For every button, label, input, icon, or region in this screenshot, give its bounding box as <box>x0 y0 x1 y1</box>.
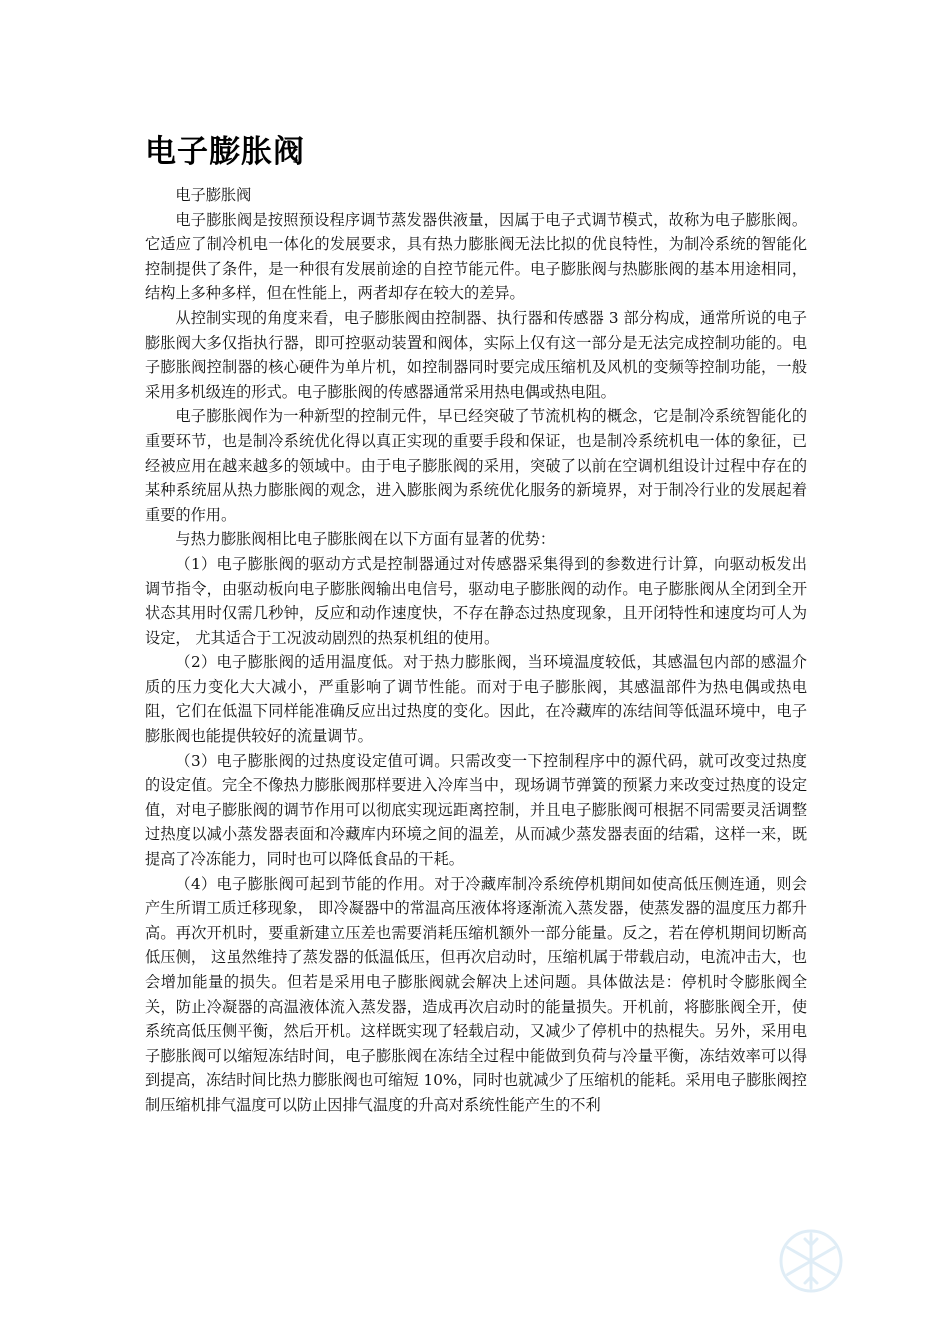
snowflake-watermark-icon <box>776 1226 846 1296</box>
document-title: 电子膨胀阀 <box>145 134 305 170</box>
document-body <box>145 183 807 1118</box>
paragraph-advantages-intro: 与热力膨胀阀相比电子膨胀阀在以下方面有显著的优势： <box>175 530 556 549</box>
paragraph-control: 从控制实现的角度来看，电子膨胀阀由控制器、执行器和传感器 3 部分构成，通常所说的电子膨胀阀大多仅指执行器，即可控驱动装置和阀体，实际上仅有这一部分是无法完成控制功能的。电子膨胀阀控制器的核心硬件为单片机，如控制器同时要完成压缩机及风机的变频等控制功能，一般采用多机级连的形式。电子膨胀阀的传感器通常采用热电偶或热电阻。 <box>145 308 807 401</box>
paragraph-advantage-4: （4）电子膨胀阀可起到节能的作用。对于冷藏库制冷系统停机期间如使高低压侧连通，则会产生所谓工质迁移现象， 即冷凝器中的常温高压液体将逐渐流入蒸发器，使蒸发器的温度压力都升高。再次开机时，要重新建立压差也需要消耗压缩机额外一部分能量。反之，若在停机期间切断高低压侧， 这虽然维持了蒸发器的低温低压，但再次启动时，压缩机属于带载启动，电流冲击大，也会增加能量的损失。但若是采用电子膨胀阀就会解决上述问题。具体做法是：停机时令膨胀阀全关，防止冷凝器的高温液体流入蒸发器，造成再次启动时的能量损失。开机前，将膨胀阀全开，使系统高低压侧平衡，然后开机。这样既实现了轻载启动，又减少了停机中的热棍失。另外，采用电子膨胀阀可以缩短冻结时间，电子膨胀阀在冻结全过程中能做到负荷与冷量平衡，冻结效率可以得到提高，冻结时间比热力膨胀阀也可缩短 10%，同时也就减少了压缩机的能耗。采用电子膨胀阀控制压缩机排气温度可以防止因排气温度的升高对系统性能产生的不利 <box>145 874 807 1114</box>
paragraph-advantage-1: （1）电子膨胀阀的驱动方式是控制器通过对传感器采集得到的参数进行计算，向驱动板发出调节指令，由驱动板向电子膨胀阀输出电信号，驱动电子膨胀阀的动作。电子膨胀阀从全闭到全开状态其用时仅需几秒钟，反应和动作速度快，不存在静态过热度现象，且开闭特性和速度均可人为设定， 尤其适合于工况波动剧烈的热泵机组的使用。 <box>145 554 807 647</box>
paragraph-role: 电子膨胀阀作为一种新型的控制元件，早已经突破了节流机构的概念，它是制冷系统智能化的重要环节，也是制冷系统优化得以真正实现的重要手段和保证，也是制冷系统机电一体的象征，已经被应用在越来越多的领域中。由于电子膨胀阀的采用，突破了以前在空调机组设计过程中存在的某种系统屈从热力膨胀阀的观念，进入膨胀阀为系统优化服务的新境界，对于制冷行业的发展起着重要的作用。 <box>145 407 807 524</box>
paragraph-subtitle: 电子膨胀阀 <box>175 186 252 204</box>
paragraph-intro: 电子膨胀阀是按照预设程序调节蒸发器供液量，因属于电子式调节模式，故称为电子膨胀阀。它适应了制冷机电一体化的发展要求，具有热力膨胀阀无法比拟的优良特性，为制冷系统的智能化控制提供了条件，是一种很有发展前途的自控节能元件。电子膨胀阀与热膨胀阀的基本用途相同，结构上多种多样，但在性能上，两者却存在较大的差异。 <box>145 210 807 303</box>
paragraph-advantage-3: （3）电子膨胀阀的过热度设定值可调。只需改变一下控制程序中的源代码，就可改变过热度的设定值。完全不像热力膨胀阀那样要进入冷库当中，现场调节弹簧的预紧力来改变过热度的设定值，对电子膨胀阀的调节作用可以彻底实现远距离控制，并且电子膨胀阀可根据不同需要灵活调整过热度以减小蒸发器表面和冷藏库内环境之间的温差，从而减少蒸发器表面的结霜，这样一来，既提高了冷冻能力，同时也可以降低食品的干耗。 <box>145 751 807 869</box>
paragraph-advantage-2: （2）电子膨胀阀的适用温度低。对于热力膨胀阀，当环境温度较低，其感温包内部的感温介质的压力变化大大减小，严重影响了调节性能。而对于电子膨胀阀，其感温部件为热电偶或热电阻，它们在低温下同样能准确反应出过热度的变化。因此，在冷藏库的冻结间等低温环境中，电子膨胀阀也能提供较好的流量调节。 <box>145 653 807 746</box>
